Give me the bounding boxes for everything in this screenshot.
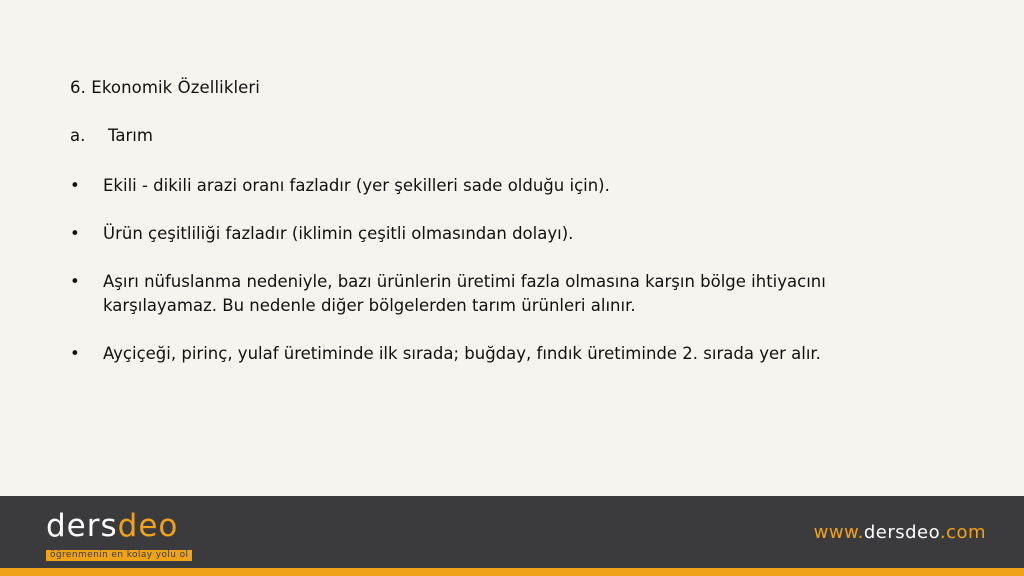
bullet-item bbox=[70, 222, 573, 246]
bullet-item bbox=[70, 174, 610, 198]
bullet-dot: • bbox=[70, 176, 80, 195]
bullet-dot: • bbox=[70, 224, 80, 243]
bullet-dot: • bbox=[70, 272, 80, 291]
bullet-dot: • bbox=[70, 344, 80, 363]
bullet-text: Aşırı nüfuslanma nedeniyle, bazı ürünlerin üretimi fazla olmasına karşın bölge ihtiyacını karşılayamaz. Bu nedenle diğer bölgelerden tarım ürünleri alınır. bbox=[103, 272, 826, 315]
bullet-text: Ayçiçeği, pirinç, yulaf üretiminde ilk sırada; buğday, fındık üretiminde 2. sırada yer alır. bbox=[103, 344, 821, 363]
website-link[interactable] bbox=[814, 522, 986, 543]
website-domain: dersdeo bbox=[863, 522, 940, 543]
bullet-item bbox=[70, 270, 830, 318]
dersdeo-logo bbox=[46, 510, 192, 561]
logo-part-ders: ders bbox=[46, 508, 118, 544]
bullet-text: Ekili - dikili arazi oranı fazladır (yer şekilleri sade olduğu için). bbox=[103, 176, 610, 195]
bullet-text: Ürün çeşitliliği fazladır (iklimin çeşitli olmasından dolayı). bbox=[103, 224, 574, 243]
logo-wordmark bbox=[46, 510, 192, 542]
footer-bar bbox=[0, 496, 1024, 576]
bullet-item bbox=[70, 342, 821, 366]
footer-accent-stripe bbox=[0, 568, 1024, 576]
logo-part-deo: deo bbox=[117, 508, 179, 544]
subsection-heading bbox=[70, 126, 153, 145]
website-www: www. bbox=[813, 522, 864, 543]
logo-tagline: öğrenmenin en kolay yolu ol bbox=[46, 550, 192, 561]
subsection-title: Tarım bbox=[108, 126, 153, 145]
website-tld: .com bbox=[939, 522, 986, 543]
subsection-marker: a. bbox=[70, 126, 86, 145]
section-heading: 6. Ekonomik Özellikleri bbox=[70, 78, 260, 97]
